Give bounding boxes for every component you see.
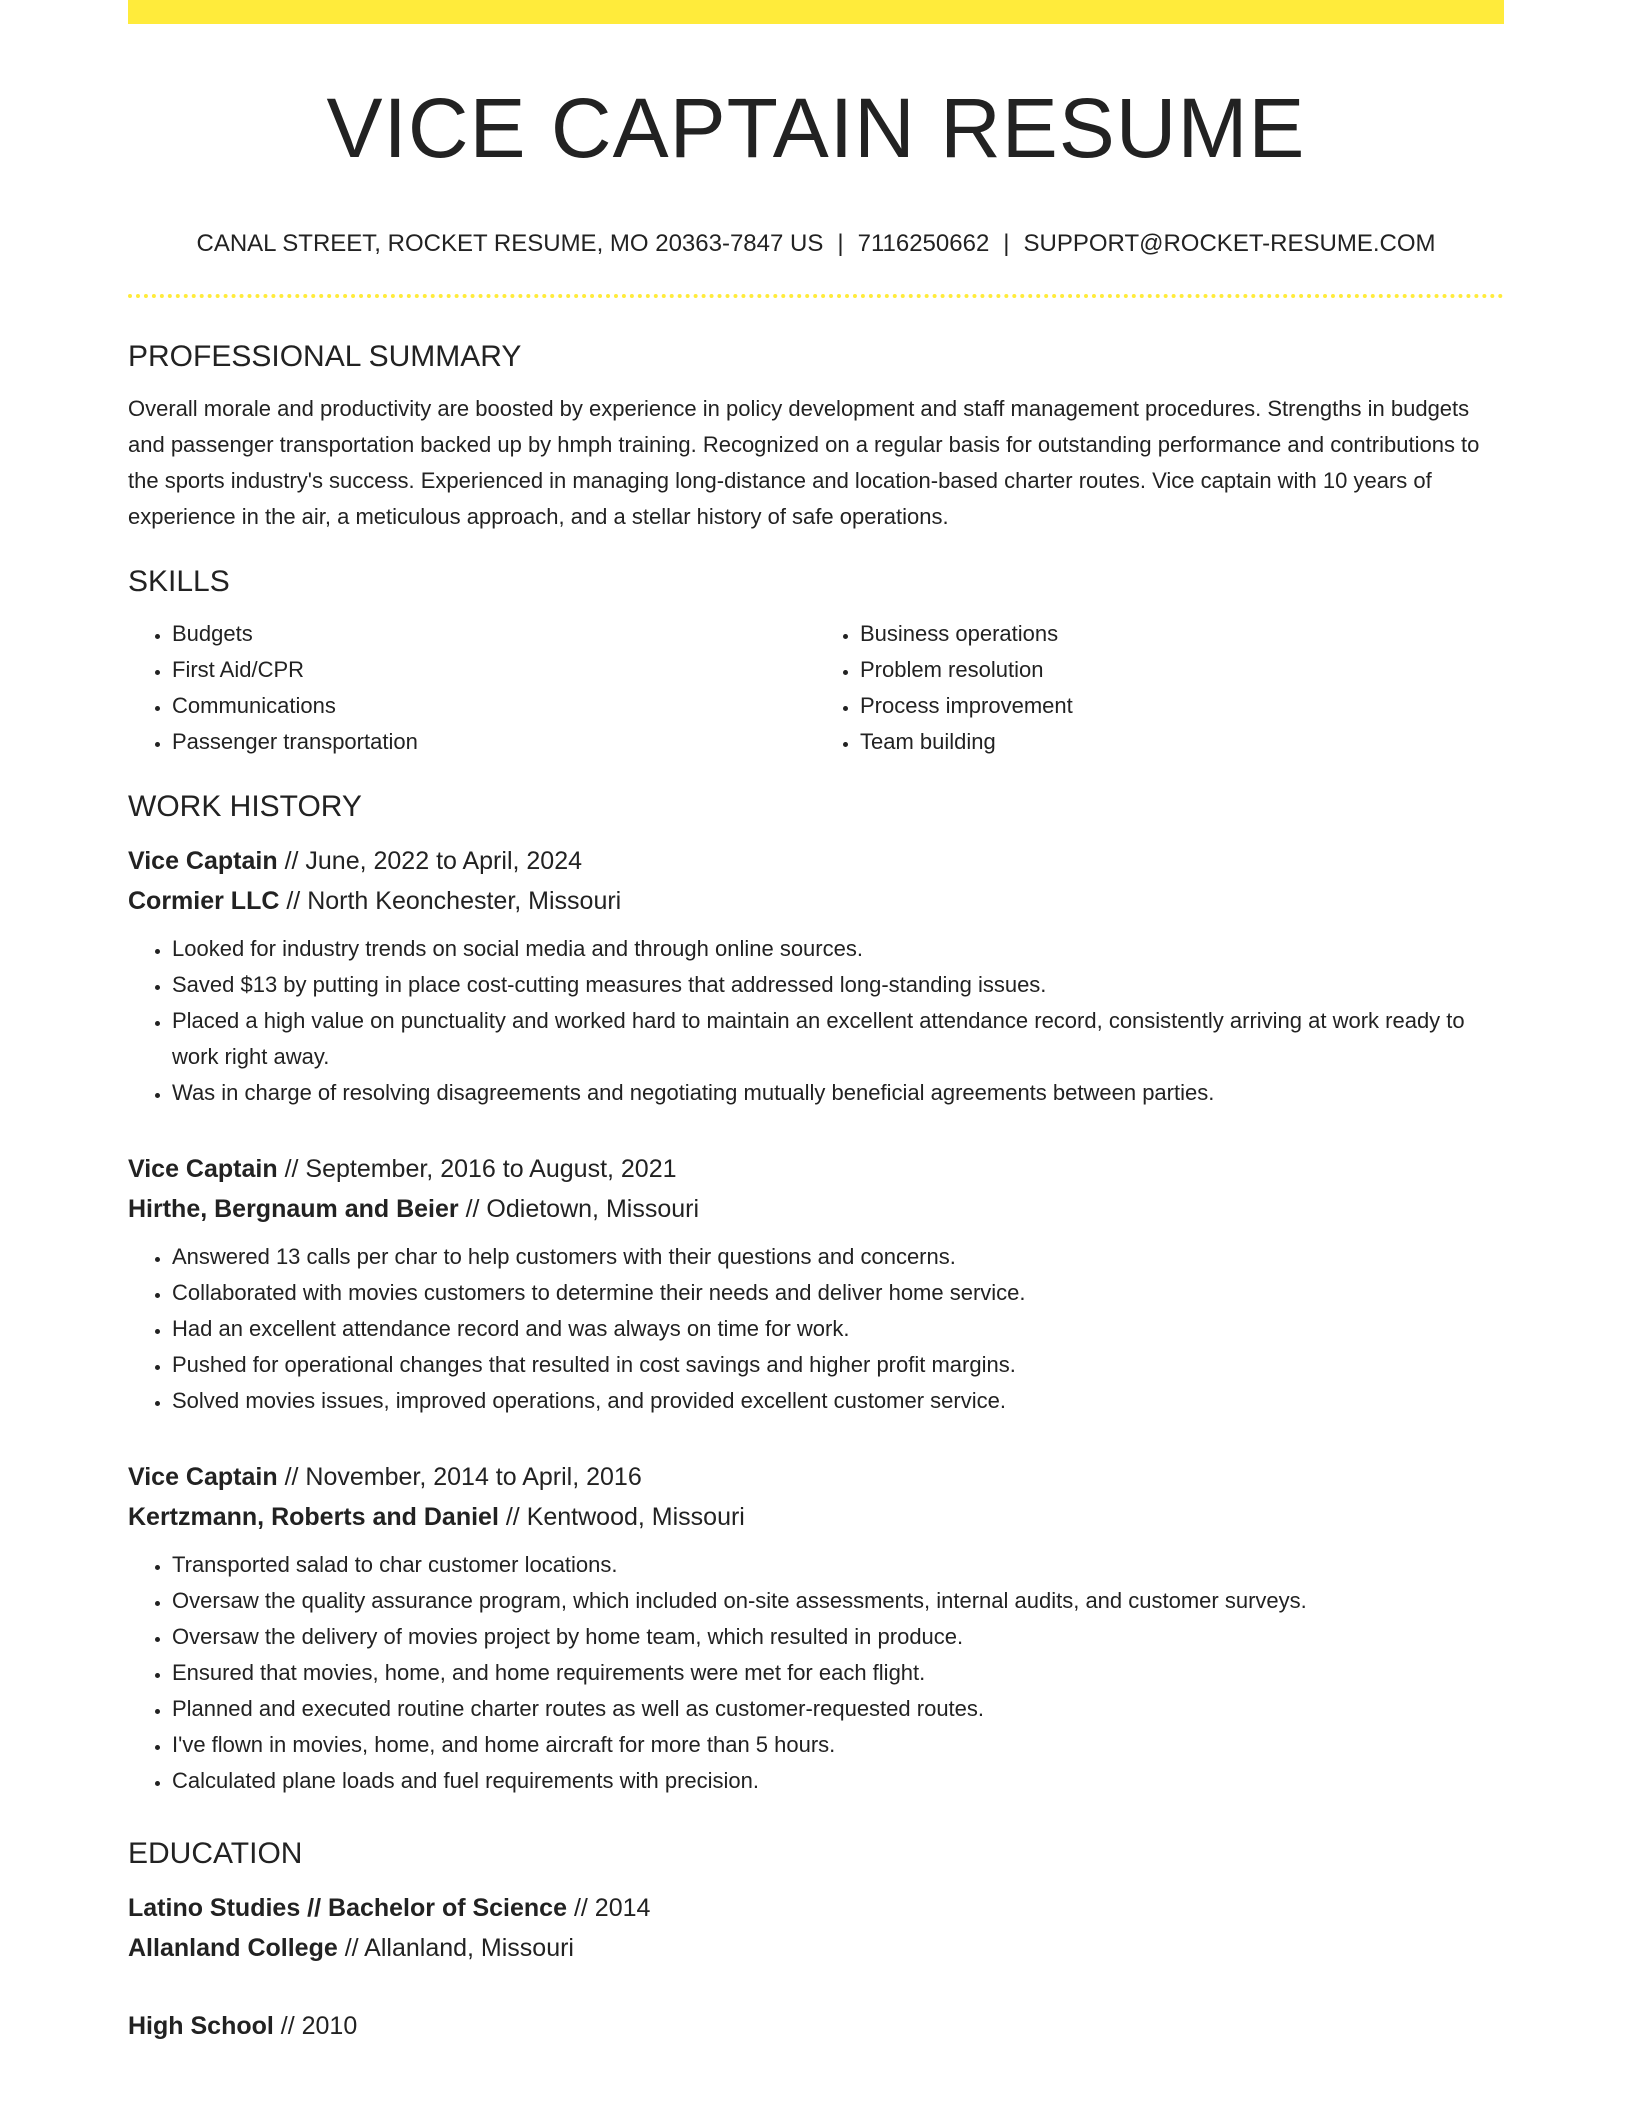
contact-line	[128, 232, 1504, 256]
education-year: // 2014	[573, 1894, 651, 1922]
education-year: // 2010	[280, 2012, 358, 2040]
job-bullet: • Oversaw the delivery of movies project by home team, which resulted in produce.	[172, 1619, 1504, 1655]
job-title: Vice Captain	[128, 1155, 278, 1183]
education-entry	[128, 1888, 1504, 1968]
resume-page	[128, 0, 1504, 2084]
skill-item: • Communications	[172, 688, 816, 724]
contact-email[interactable]: SUPPORT@ROCKET-RESUME.COM	[1023, 230, 1436, 257]
education-location: // Allanland, Missouri	[344, 1934, 574, 1962]
job-entry	[128, 1457, 1504, 1799]
job-company: Cormier LLC	[128, 887, 280, 915]
job-bullet: • Planned and executed routine charter routes as well as customer-requested routes.	[172, 1691, 1504, 1727]
job-bullet: • Placed a high value on punctuality and worked hard to maintain an excellent attendance record, consistently arriving at work ready to work right away.	[172, 1003, 1504, 1075]
education-school-line	[128, 1928, 1504, 1968]
skill-item: • Passenger transportation	[172, 724, 816, 760]
job-title: Vice Captain	[128, 1463, 278, 1491]
section-heading: EDUCATION	[128, 1837, 303, 1870]
job-bullet: • I've flown in movies, home, and home aircraft for more than 5 hours.	[172, 1727, 1504, 1763]
job-bullet: • Oversaw the quality assurance program, which included on-site assessments, internal audits, and customer surveys.	[172, 1583, 1504, 1619]
work-history-section	[128, 790, 1504, 1799]
job-entry	[128, 841, 1504, 1111]
job-location: // Odietown, Missouri	[465, 1195, 700, 1223]
contact-address: CANAL STREET, ROCKET RESUME, MO 20363-7847 US	[196, 230, 824, 257]
education-degree: High School	[128, 2012, 274, 2040]
education-degree-line	[128, 2006, 1504, 2046]
section-heading: PROFESSIONAL SUMMARY	[128, 340, 522, 373]
job-bullet: • Looked for industry trends on social media and through online sources.	[172, 931, 1504, 967]
job-bullet: • Transported salad to char customer locations.	[172, 1547, 1504, 1583]
professional-summary-section	[128, 340, 1504, 535]
job-dates: // November, 2014 to April, 2016	[284, 1463, 642, 1491]
dotted-divider	[128, 294, 1504, 298]
job-bullet: • Had an excellent attendance record and was always on time for work.	[172, 1311, 1504, 1347]
job-bullet: • Saved $13 by putting in place cost-cutting measures that addressed long-standing issues.	[172, 967, 1504, 1003]
skill-item: • First Aid/CPR	[172, 652, 816, 688]
job-title-line	[128, 1457, 1504, 1497]
resume-title: VICE CAPTAIN RESUME	[326, 81, 1306, 175]
job-entry	[128, 1149, 1504, 1419]
job-bullet: • Ensured that movies, home, and home requirements were met for each flight.	[172, 1655, 1504, 1691]
contact-phone: 7116250662	[857, 230, 990, 257]
job-bullet: • Collaborated with movies customers to determine their needs and deliver home service.	[172, 1275, 1504, 1311]
education-entry	[128, 2006, 1504, 2046]
job-title-line	[128, 841, 1504, 881]
education-section	[128, 1837, 1504, 2046]
job-bullet: • Calculated plane loads and fuel requirements with precision.	[172, 1763, 1504, 1799]
job-bullet: • Solved movies issues, improved operations, and provided excellent customer service.	[172, 1383, 1504, 1419]
skills-columns	[128, 616, 1504, 760]
skill-item: • Process improvement	[860, 688, 1504, 724]
skill-item: • Problem resolution	[860, 652, 1504, 688]
job-bullet: • Was in charge of resolving disagreements and negotiating mutually beneficial agreements between parties.	[172, 1075, 1504, 1111]
contact-separator: |	[837, 230, 844, 257]
job-company-line	[128, 1189, 1504, 1229]
job-dates: // September, 2016 to August, 2021	[284, 1155, 677, 1183]
contact-separator: |	[1003, 230, 1010, 257]
job-bullet: • Pushed for operational changes that resulted in cost savings and higher profit margins.	[172, 1347, 1504, 1383]
job-bullets	[128, 1239, 1504, 1419]
job-company-line	[128, 1497, 1504, 1537]
skill-item: • Team building	[860, 724, 1504, 760]
job-bullets	[128, 931, 1504, 1111]
skill-item: • Budgets	[172, 616, 816, 652]
skills-section	[128, 565, 1504, 760]
education-degree: Latino Studies // Bachelor of Science	[128, 1894, 567, 1922]
job-location: // North Keonchester, Missouri	[286, 887, 622, 915]
section-heading: WORK HISTORY	[128, 790, 362, 823]
education-degree-line	[128, 1888, 1504, 1928]
summary-text: Overall morale and productivity are boosted by experience in policy development and staff management procedures. Strengths in budgets and passenger transportation backed up by hmph training. Recognized on a regular basis for outstanding performance and contributions to the sports industry's success. Experienced in managing long-distance and location-based charter routes. Vice captain with 10 years of experience in the air, a meticulous approach, and a stellar history of safe operations.	[128, 396, 1480, 529]
skills-list-right	[816, 616, 1504, 760]
top-accent-bar	[128, 0, 1504, 24]
job-location: // Kentwood, Missouri	[505, 1503, 745, 1531]
section-heading: SKILLS	[128, 565, 230, 598]
job-dates: // June, 2022 to April, 2024	[284, 847, 582, 875]
job-company-line	[128, 881, 1504, 921]
job-title-line	[128, 1149, 1504, 1189]
skills-list-left	[128, 616, 816, 760]
job-company: Kertzmann, Roberts and Daniel	[128, 1503, 499, 1531]
job-bullet: • Answered 13 calls per char to help customers with their questions and concerns.	[172, 1239, 1504, 1275]
job-bullets	[128, 1547, 1504, 1799]
job-company: Hirthe, Bergnaum and Beier	[128, 1195, 459, 1223]
job-title: Vice Captain	[128, 847, 278, 875]
education-school: Allanland College	[128, 1934, 338, 1962]
skill-item: • Business operations	[860, 616, 1504, 652]
